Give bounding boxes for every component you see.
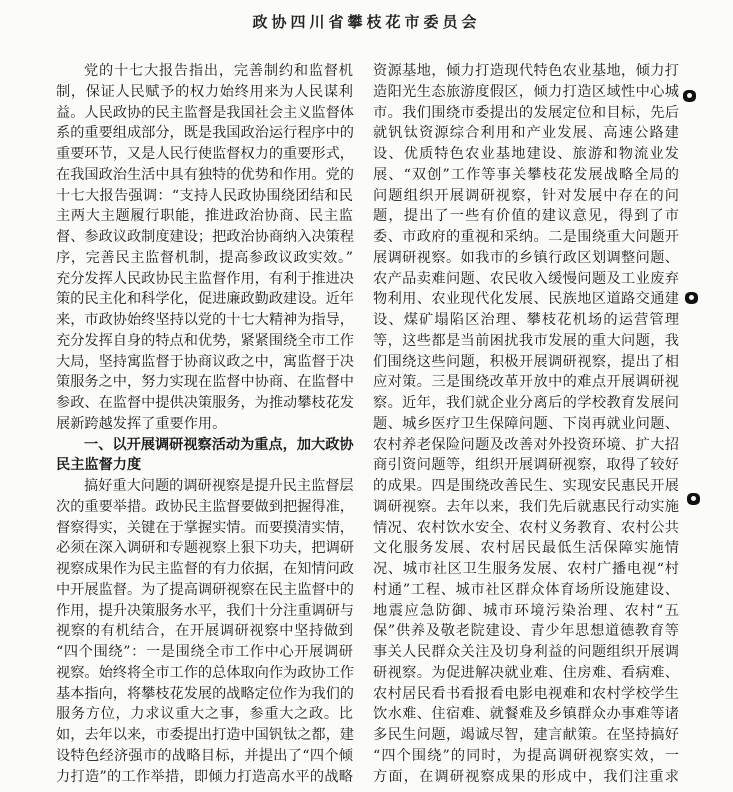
text-line: 十七大报告强调：“支持人民政协围绕团结和民 — [56, 187, 353, 204]
text-line: 参政、在监督中提供决策服务，为推动攀枝花发 — [56, 395, 354, 411]
text-line: 视察成果作为民主监督的有力依据，在知情问政 — [56, 561, 354, 577]
text-line: 重要环节，又是人民行使监督权力的重要形式， — [56, 146, 354, 162]
page-header-title: 政协四川省攀枝花市委员会 — [252, 13, 481, 31]
section-heading-line: 民主监督力度 — [56, 457, 142, 474]
binding-hole-mark-icon — [685, 292, 698, 304]
text-line: 题、城乡医疗卫生保障问题、下岗再就业问题、 — [373, 415, 679, 432]
text-line: “四个围绕”：一是围绕全市工作中心开展调研 — [56, 644, 353, 660]
text-line: 应对策。三是围绕改革开放中的难点开展调研视 — [373, 374, 679, 391]
text-line: 序，完善民主监督机制，提高参政议政实效。” — [56, 249, 353, 266]
text-line: 调研视察。去年以来，我们先后就惠民行动实施 — [373, 498, 679, 515]
text-line: 饮水难、住宿难、就餐难及乡镇群众办事难等诸 — [373, 706, 679, 723]
text-line: 多民生问题，竭诚尽智，建言献策。在坚持搞好 — [373, 727, 679, 743]
text-line: 等，这些都是当前困扰我市发展的重大问题，我 — [373, 332, 679, 349]
text-line: 展新跨越发挥了重要作用。 — [56, 415, 227, 432]
text-line: 地震应急防御、城市环境污染治理、农村“五 — [373, 602, 679, 619]
text-line: 问题组织开展调研视察，针对发展中存在的问 — [373, 187, 679, 204]
text-line: 主两大主题履行职能，推进政治协商、民主监 — [56, 208, 353, 225]
section-heading-line: 一、以开展调研视察活动为重点，加大政协 — [84, 436, 354, 453]
text-line: 策服务之中，努力实现在监督中协商、在监督中 — [56, 374, 354, 391]
text-line: 们围绕这些问题，积极开展调研视察，提出了相 — [373, 353, 679, 370]
binding-hole-mark-icon — [687, 493, 700, 505]
text-line: 农村养老保险问题及改善对外投资环境、扩大招 — [373, 436, 679, 453]
text-line: 的成果。四是围绕改善民生、实现安民惠民开展 — [373, 478, 679, 494]
text-line: 制，保证人民赋予的权力始终用来为人民谋利 — [56, 83, 353, 100]
text-line: 必须在深入调研和专题视察上狠下功夫，把调研 — [56, 540, 354, 557]
text-line: 系的重要组成部分，既是我国政治运行程序中的 — [56, 125, 354, 142]
text-line: 保”供养及敬老院建设、青少年思想道德教育等 — [373, 623, 679, 640]
text-line: 农村居民看书看报看电影电视难和农村学校学生 — [373, 685, 679, 702]
text-line: 搞好重大问题的调研视察是提升民主监督层 — [84, 478, 354, 494]
text-line: 文化服务发展、农村居民最低生活保障实施情 — [373, 540, 679, 557]
text-line: 就钒钛资源综合利用和产业发展、高速公路建 — [373, 125, 679, 142]
left-text-column — [56, 61, 353, 787]
text-line: 督察得实，关键在于掌握实情。而要摸清实情， — [56, 519, 354, 536]
text-line: 服务方位，力求议重大之事，参重大之政。比 — [56, 706, 353, 723]
text-line: 农产品卖难问题、农民收入缓慢问题及工业废弃 — [373, 270, 679, 287]
text-line: 中开展监督。为了提高调研视察在民主监督中的 — [56, 581, 354, 598]
text-line: 大局，坚持寓监督于协商议政之中，寓监督于决 — [56, 353, 354, 370]
text-line: 在我国政治生活中具有独特的优势和作用。党的 — [56, 166, 354, 183]
text-line: 如，去年以来，市委提出打造中国钒钛之都，建 — [56, 727, 354, 743]
text-line: “四个围绕”的同时，为提高调研视察实效，一 — [373, 747, 679, 764]
text-line: 市。我们围绕市委提出的发展定位和目标，先后 — [373, 104, 679, 121]
text-line: 委、市政府的重视和采纳。二是围绕重大问题开 — [373, 229, 679, 245]
text-line: 察。近年，我们就企业分离后的学校教育发展问 — [373, 395, 679, 411]
text-line: 益。人民政协的民主监督是我国社会主义监督体 — [56, 104, 354, 121]
text-line: 力打造”的工作举措，即倾力打造高水平的战略 — [56, 768, 353, 785]
text-line: 商引资问题等，组织开展调研视察，取得了较好 — [373, 457, 679, 474]
text-line: 展调研视察。如我市的乡镇行政区划调整问题、 — [373, 249, 679, 266]
text-line: 充分发挥自身的特点和优势，紧紧围绕全市工作 — [56, 332, 354, 349]
text-line: 督、参政议政制度建设；把政治协商纳入决策程 — [56, 229, 354, 245]
text-line: 作用，提升决策服务水平，我们十分注重调研与 — [56, 602, 354, 619]
text-line: 展、“双创”工作等事关攀枝花发展战略全局的 — [373, 166, 679, 183]
text-line: 物利用、农业现代化发展、民族地区道路交通建 — [373, 291, 679, 308]
text-line: 设特色经济强市的战略目标，并提出了“四个倾 — [56, 747, 353, 764]
text-line: 情况、农村饮水安全、农村义务教育、农村公共 — [373, 519, 679, 536]
text-line: 题，提出了一些有价值的建议意见，得到了市 — [373, 208, 679, 225]
text-line: 村通”工程、城市社区群众体育场所设施建设、 — [373, 581, 679, 598]
text-line: 充分发挥人民政协民主监督作用，有利于推进决 — [56, 270, 354, 287]
text-line: 党的十七大报告指出，完善制约和监督机 — [84, 63, 353, 79]
text-line: 策的民主化和科学化，促进廉政勤政建设。近年 — [56, 291, 354, 308]
binding-hole-mark-icon — [683, 90, 696, 102]
text-line: 次的重要举措。政协民主监督要做到把握得准， — [56, 498, 354, 515]
text-line: 基本指向，将攀枝花发展的战略定位作为我们的 — [56, 685, 354, 702]
text-line: 来，市政协始终坚持以党的十七大精神为指导， — [56, 312, 354, 328]
text-line: 设、优质特色农业基地建设、旅游和物流业发 — [373, 146, 679, 162]
right-text-column — [373, 61, 679, 787]
text-line: 研视察。为促进解决就业难、住房难、看病难、 — [373, 664, 679, 681]
text-line: 造阳光生态旅游度假区，倾力打造区域性中心城 — [373, 83, 679, 100]
text-line: 况、城市社区卫生服务发展、农村广播电视“村 — [373, 561, 679, 577]
text-line: 资源基地，倾力打造现代特色农业基地，倾力打 — [373, 63, 679, 79]
text-line: 设、煤矿塌陷区治理、攀枝花机场的运营管理 — [373, 312, 679, 328]
text-line: 视察的有机结合，在开展调研视察中坚持做到 — [56, 623, 353, 640]
text-line: 事关人民群众关注及切身利益的问题组织开展调 — [373, 644, 679, 660]
text-line: 方面，在调研视察成果的形成中，我们注重求 — [373, 768, 679, 785]
text-line: 视察。始终将全市工作的总体取向作为政协工作 — [56, 664, 354, 681]
